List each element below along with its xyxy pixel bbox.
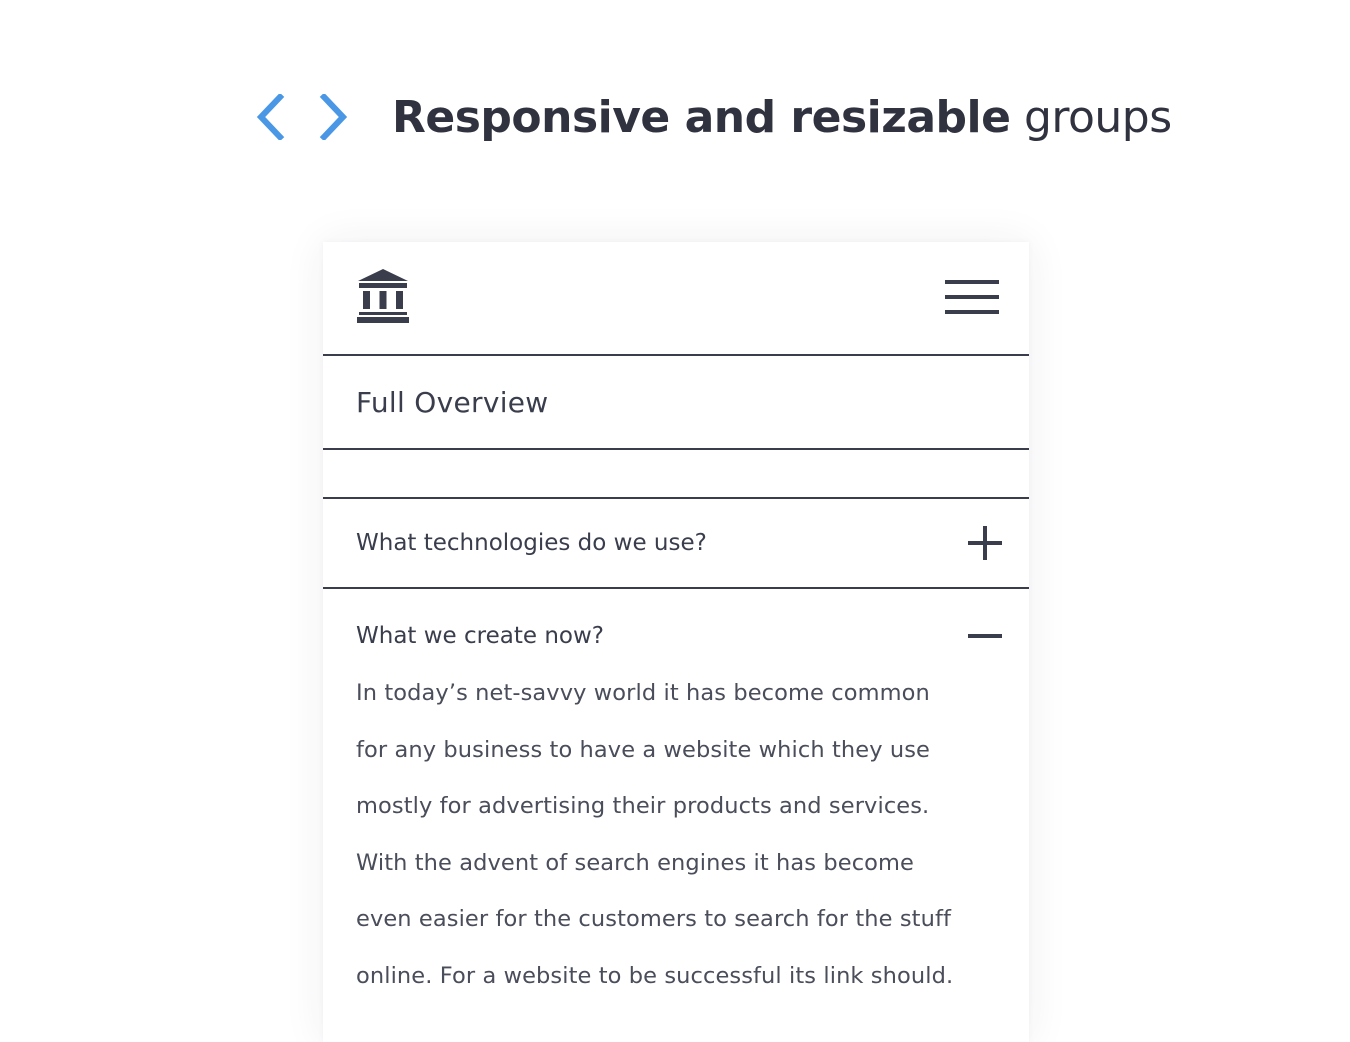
bank-icon	[357, 268, 409, 324]
accordion-item-create-now	[323, 589, 1029, 1005]
mobile-card	[323, 242, 1029, 1042]
accordion-item-technologies	[323, 499, 1029, 589]
answer-line: In today’s net-savvy world it has become common	[356, 680, 930, 706]
page-header	[250, 82, 1172, 152]
answer-line: mostly for advertising their products and services.	[356, 793, 930, 820]
page-title-strong: Responsive and resizable	[392, 91, 1011, 143]
answer-line: With the advent of search engines it has become	[356, 849, 914, 876]
accordion-question: What we create now?	[356, 623, 605, 649]
divider-row	[323, 450, 1029, 499]
section-title-row	[323, 356, 1029, 450]
accordion-question: What technologies do we use?	[356, 530, 707, 556]
plus-icon	[968, 526, 1002, 560]
page-title-light: groups	[1023, 91, 1172, 143]
previous-button[interactable]	[250, 87, 290, 147]
answer-line: for any business to have a website which they use	[356, 736, 930, 763]
chevron-left-icon	[255, 94, 285, 140]
hamburger-menu-icon[interactable]	[945, 278, 999, 316]
answer-line: online. For a website to be successful its link should.	[356, 962, 954, 989]
accordion-answer	[323, 665, 1029, 1005]
page-title	[392, 92, 1172, 143]
answer-line: even easier for the customers to search for the stuff	[356, 906, 952, 933]
expand-toggle[interactable]	[967, 525, 1003, 561]
chevron-right-icon	[319, 94, 349, 140]
next-button[interactable]	[314, 87, 354, 147]
card-topbar	[323, 242, 1029, 356]
section-title: Full Overview	[356, 385, 549, 419]
accordion-header[interactable]	[323, 499, 1029, 587]
collapse-toggle[interactable]	[967, 618, 1003, 654]
minus-icon	[968, 619, 1002, 653]
